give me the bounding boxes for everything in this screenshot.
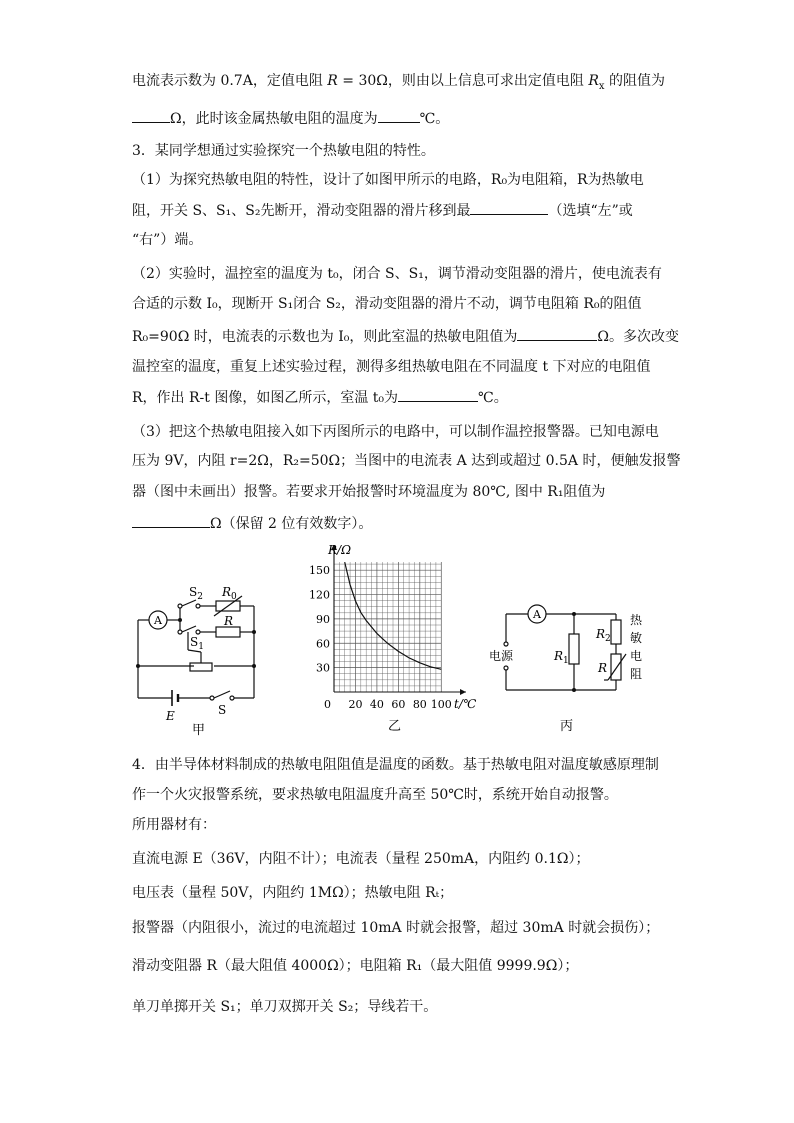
figure-caption: 丙	[560, 719, 574, 734]
text-line: 温控室的温度，重复上述实验过程，测得多组热敏电阻在不同温度 t 下对应的电阻值	[132, 359, 651, 375]
ammeter-label: A	[154, 614, 162, 627]
s-label: S	[218, 703, 227, 717]
figure-caption: 甲	[192, 723, 206, 736]
answer-blank[interactable]	[132, 513, 210, 528]
thermistor-label: 敏	[630, 631, 643, 645]
text-line: 所用器材有：	[132, 817, 216, 833]
question-title: 4．由半导体材料制成的热敏电阻阻值是温度的函数。基于热敏电阻对温度敏感原理制	[132, 757, 659, 773]
source-label: 电源	[489, 649, 514, 663]
r2-label: $R_2$	[596, 627, 611, 644]
text-line: Ω（保留 2 位有效数字）。	[132, 513, 672, 534]
question-title: 3．某同学想通过实验探究一个热敏电阻的特性。	[132, 143, 435, 159]
text-line: （1）为探究热敏电阻的特性，设计了如图甲所示的电路，R₀为电阻箱，R为热敏电	[132, 172, 644, 188]
r-label: R	[224, 614, 234, 628]
thermistor-label: 电	[630, 649, 643, 663]
y-axis-label: R/Ω	[328, 545, 352, 557]
x-tick-label: 20	[348, 698, 363, 711]
r-label: R	[598, 661, 608, 675]
text-line: （3）把这个热敏电阻接入如下丙图所示的电路中，可以制作温控报警器。已知电源电	[132, 424, 659, 440]
figure-yi-chart	[298, 545, 480, 735]
y-tick-label: 30	[316, 661, 330, 675]
answer-blank[interactable]	[378, 108, 420, 123]
y-tick-label: 90	[316, 612, 330, 626]
x-tick-label: 40	[369, 698, 384, 711]
answer-blank[interactable]	[398, 387, 478, 402]
x-axis-label: t/℃	[454, 697, 477, 711]
text-line: R，作出 R-t 图像，如图乙所示，室温 t₀为 ℃。	[132, 387, 672, 408]
x-axis-arrow	[460, 689, 466, 695]
text-line: R₀=90Ω 时，电流表的示数也为 I₀，则此室温的热敏电阻值为 Ω。多次改变	[132, 326, 672, 347]
text-line: 作一个火灾报警系统，要求热敏电阻温度升高至 50℃时，系统开始自动报警。	[132, 787, 618, 803]
text-line: 合适的示数 I₀，现断开 S₁闭合 S₂，滑动变阻器的滑片不动，调节电阻箱 R₀的阻值	[132, 296, 642, 312]
x-tick-label: 80	[412, 698, 427, 711]
text-line: Ω，此时该金属热敏电阻的温度为 ℃。	[132, 108, 672, 129]
thermistor-label: 阻	[630, 667, 643, 681]
x-tick-label: 100	[430, 698, 452, 711]
thermistor-label: 热	[630, 613, 643, 627]
figure-jia-circuit	[128, 576, 268, 736]
text-line: 压为 9V，内阻 r=2Ω，R₂=50Ω；当图中的电流表 A 达到或超过 0.5A 时，便触发报警	[132, 453, 681, 469]
y-tick-label: 120	[309, 588, 330, 602]
text-line: 阻，开关 S、S₁、S₂先断开，滑动变阻器的滑片移到最 （选填“左”或	[132, 200, 672, 221]
text-line: 电压表（量程 50V，内阻约 1MΩ）；热敏电阻 Rₜ；	[132, 885, 454, 901]
text-line: 电流表示数为 0.7A，定值电阻 R = 30Ω，则由以上信息可求出定值电阻 $R_x$ 的阻值为	[132, 73, 665, 92]
r1-label: $R_1$	[554, 649, 569, 666]
text-line: （2）实验时，温控室的温度为 t₀，闭合 S、S₁，调节滑动变阻器的滑片，使电流表有	[132, 266, 662, 282]
s2-label: $S_2$	[189, 585, 203, 602]
ammeter-label: A	[533, 608, 541, 621]
x-tick-label: 60	[391, 698, 406, 711]
text-line: 器（图中未画出）报警。若要求开始报警时环境温度为 80℃, 图中 R₁阻值为	[132, 484, 606, 500]
answer-blank[interactable]	[132, 108, 170, 123]
figure-caption: 乙	[388, 719, 402, 734]
y-tick-label: 150	[309, 564, 330, 578]
chart-grid	[334, 562, 441, 692]
text-line: 单刀单掷开关 S₁；单刀双掷开关 S₂；导线若干。	[132, 999, 438, 1015]
text-line: 滑动变阻器 R（最大阻值 4000Ω）；电阻箱 R₁（最大阻值 9999.9Ω）；	[132, 958, 579, 974]
answer-blank[interactable]	[517, 326, 597, 341]
r0-label: $R_0$	[222, 585, 237, 602]
answer-blank[interactable]	[470, 200, 548, 215]
s1-label: $S_1$	[190, 635, 204, 652]
figure-bing-circuit	[486, 598, 656, 738]
origin-label: 0	[324, 698, 331, 711]
text-line: 报警器（内阻很小，流过的电流超过 10mA 时就会报警，超过 30mA 时就会损伤）；	[132, 920, 660, 936]
e-label: E	[166, 709, 175, 723]
y-tick-label: 60	[316, 637, 330, 651]
text-line: 直流电源 E（36V，内阻不计）；电流表（量程 250mA，内阻约 0.1Ω）；	[132, 851, 590, 867]
text-line: “右”）端。	[132, 232, 203, 248]
